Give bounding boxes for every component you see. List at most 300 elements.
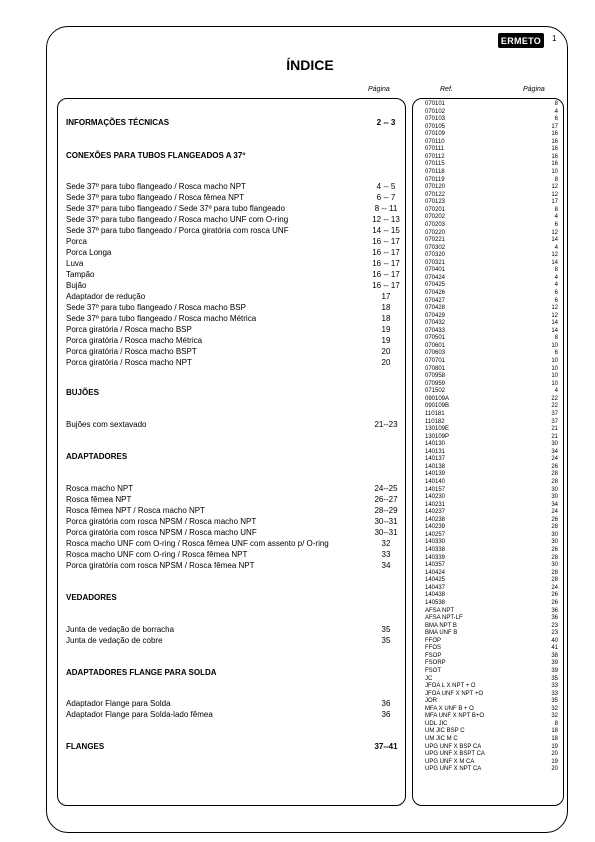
reference-code: 070203	[425, 221, 446, 228]
index-entry-title: Bujão	[66, 281, 87, 290]
reference-row	[425, 146, 558, 153]
reference-code: 140339	[425, 554, 446, 561]
reference-code: UPG UNF X M CA	[425, 758, 475, 765]
reference-page: 14	[551, 259, 558, 266]
reference-page: 8	[554, 176, 558, 183]
reference-code: 070501	[425, 335, 446, 342]
reference-code: 070109	[425, 131, 446, 138]
reference-page: 12	[551, 305, 558, 312]
reference-row	[425, 298, 558, 305]
reference-page: 36	[551, 607, 558, 614]
reference-row	[425, 555, 558, 562]
reference-row	[425, 728, 558, 735]
reference-row	[425, 373, 558, 380]
reference-page: 6	[554, 290, 558, 296]
reference-code: 070603	[425, 350, 446, 357]
reference-page: 19	[551, 743, 558, 750]
reference-row	[425, 396, 558, 403]
reference-row	[425, 381, 558, 388]
reference-code: FFOS	[425, 645, 441, 652]
reference-code: 070401	[425, 267, 446, 274]
index-entry-page: 37--41	[374, 742, 398, 751]
reference-row	[425, 751, 558, 758]
reference-row	[425, 184, 558, 191]
reference-page: 36	[551, 615, 558, 622]
reference-page: 28	[551, 554, 558, 561]
reference-code: 070958	[425, 373, 446, 380]
index-entry-page: 30--31	[374, 528, 398, 537]
reference-code: 070119	[425, 176, 445, 183]
reference-page: 16	[551, 161, 558, 168]
reference-row	[425, 131, 558, 138]
reference-page: 38	[551, 652, 558, 659]
index-entry-title: Bujões com sextavado	[66, 420, 147, 429]
index-entry-page: 20	[381, 358, 391, 367]
reference-row	[425, 539, 558, 546]
reference-page: 28	[551, 524, 558, 531]
reference-code: 070429	[425, 312, 446, 319]
index-entry-page: 24--25	[374, 484, 398, 493]
reference-page: 4	[554, 282, 558, 289]
index-entry-title: Porca giratória / Rosca macho NPT	[66, 358, 192, 367]
reference-page: 8	[554, 335, 558, 342]
reference-code: 070202	[425, 214, 446, 221]
reference-page: 34	[551, 448, 558, 455]
reference-page: 33	[551, 690, 558, 697]
index-entry-page: 2 -- 3	[376, 118, 396, 127]
reference-row	[425, 449, 558, 456]
reference-page: 28	[551, 479, 558, 485]
index-entry-page: 16 -- 17	[372, 259, 400, 268]
reference-code: 130109E	[425, 426, 450, 433]
reference-code: FSOP	[425, 652, 442, 659]
index-entry-title: BUJÕES	[66, 388, 99, 397]
reference-row	[425, 456, 558, 463]
index-entry-page: 4 -- 5	[376, 182, 396, 191]
ermeto-logo	[498, 33, 544, 48]
reference-page: 28	[551, 471, 558, 478]
reference-page: 39	[551, 660, 558, 667]
reference-page: 4	[554, 108, 558, 115]
index-entry-page: 16 -- 17	[372, 270, 400, 279]
reference-row	[425, 766, 558, 773]
reference-row	[425, 494, 558, 501]
index-entry-title: Adaptador Flange para Solda-lado fêmea	[66, 710, 213, 719]
reference-page: 12	[551, 229, 558, 236]
reference-page: 4	[554, 388, 558, 395]
reference-row	[425, 600, 558, 607]
reference-page: 10	[551, 342, 558, 349]
reference-row	[425, 124, 558, 131]
reference-code: BMA NPT B	[425, 622, 457, 629]
index-entry-title: Adaptador de redução	[66, 292, 146, 301]
reference-page: 4	[554, 244, 558, 251]
reference-page: 30	[551, 486, 558, 493]
ref-header: Ref.	[440, 86, 453, 93]
index-entry-page: 14 -- 15	[372, 226, 400, 235]
reference-code: 140140	[425, 479, 446, 485]
index-entry-page: 35	[381, 636, 391, 645]
index-entry-title: Porca	[66, 237, 87, 246]
index-entry-title: Rosca macho UNF com O-ring / Rosca fêmea UNF com assento p/ O-ring	[66, 539, 329, 548]
reference-page: 6	[554, 297, 558, 304]
reference-row	[425, 230, 558, 237]
reference-code: 140131	[425, 448, 446, 455]
index-entry-title: Tampão	[66, 270, 95, 279]
reference-row	[425, 411, 558, 418]
index-entry-title: Porca giratória com rosca NPSM / Rosca macho NPT	[66, 517, 257, 526]
reference-page: 6	[554, 221, 558, 228]
reference-code: 070428	[425, 305, 446, 312]
reference-page: 6	[554, 350, 558, 357]
index-entry-title: Rosca macho UNF com O-ring / Rosca fêmea NPT	[66, 550, 248, 559]
page-number: 1	[552, 34, 557, 43]
reference-code: JFOA UNF X NPT +O	[425, 690, 484, 697]
reference-code: 070110	[425, 138, 445, 145]
reference-page: 24	[551, 509, 558, 516]
reference-row	[425, 419, 558, 426]
reference-code: 140424	[425, 569, 446, 576]
index-entry-title: Sede 37º para tubo flangeado / Rosca fêmea NPT	[66, 193, 245, 202]
reference-page: 19	[551, 758, 558, 765]
reference-row	[425, 676, 558, 683]
index-entry-title: Porca giratória com rosca NPSM / Rosca fêmea NPT	[66, 561, 255, 570]
reference-page: 10	[551, 365, 558, 372]
index-entry-title: Porca giratória / Rosca macho BSPT	[66, 347, 197, 356]
reference-page: 14	[551, 237, 558, 244]
reference-code: 070221	[425, 237, 446, 244]
index-entry-title: Porca giratória / Rosca macho Métrica	[66, 336, 203, 345]
reference-page: 28	[551, 577, 558, 584]
reference-row	[425, 335, 558, 342]
index-entry-title: INFORMAÇÕES TÉCNICAS	[66, 118, 170, 127]
reference-row	[425, 759, 558, 766]
reference-page: 17	[551, 123, 558, 130]
index-entry-page: 28--29	[374, 506, 398, 515]
index-entry-title: Porca giratória / Rosca macho BSP	[66, 325, 192, 334]
reference-page: 6	[554, 116, 558, 123]
reference-page: 24	[551, 456, 558, 463]
reference-code: MFA X UNF B + O	[425, 705, 474, 712]
reference-row	[425, 441, 558, 448]
reference-row	[425, 267, 558, 274]
reference-row	[425, 177, 558, 184]
reference-page: 33	[551, 683, 558, 690]
reference-row	[425, 245, 558, 252]
reference-code: JC	[425, 675, 433, 682]
reference-code: 090109A	[425, 395, 450, 402]
reference-row	[425, 585, 558, 592]
reference-code: UPG UNF X NPT CA	[425, 766, 482, 773]
reference-code: 070425	[425, 282, 446, 289]
index-entry-title: Sede 37º para tubo flangeado / Rosca macho NPT	[66, 182, 246, 191]
reference-row	[425, 713, 558, 720]
reference-row	[425, 350, 558, 357]
reference-row	[425, 139, 558, 146]
reference-code: 140231	[425, 501, 446, 508]
reference-code: AFSA NPT-LF	[425, 615, 463, 622]
reference-code: 140425	[425, 577, 446, 584]
reference-page: 37	[551, 418, 558, 425]
reference-code: 070432	[425, 320, 446, 327]
reference-row	[425, 207, 558, 214]
reference-page: 26	[551, 516, 558, 523]
reference-row	[425, 698, 558, 705]
index-entry-page: 18	[381, 314, 391, 323]
reference-row	[425, 502, 558, 509]
reference-code: 070220	[425, 229, 446, 236]
reference-row	[425, 116, 558, 123]
reference-code: 140237	[425, 509, 446, 516]
index-entry-page: 36	[381, 699, 391, 708]
reference-code: 140357	[425, 562, 446, 569]
reference-row	[425, 199, 558, 206]
reference-code: 070601	[425, 342, 446, 349]
reference-code: 071502	[425, 388, 446, 395]
index-entry-page: 17	[381, 292, 391, 301]
reference-code: 140130	[425, 441, 446, 448]
reference-page: 12	[551, 184, 558, 191]
reference-code: 070801	[425, 365, 446, 372]
index-entry-page: 35	[381, 625, 391, 634]
reference-page: 37	[551, 410, 558, 417]
reference-code: 140139	[425, 471, 446, 478]
reference-row	[425, 275, 558, 282]
ref-page-header: Página	[523, 86, 545, 93]
reference-row	[425, 524, 558, 531]
reference-row	[425, 570, 558, 577]
reference-page: 10	[551, 169, 558, 176]
reference-code: 070320	[425, 252, 446, 259]
reference-row	[425, 154, 558, 161]
reference-page: 8	[554, 101, 558, 107]
index-entry-title: Junta de vedação de cobre	[66, 636, 163, 645]
reference-row	[425, 645, 558, 652]
index-entry-title: Rosca fêmea NPT	[66, 495, 132, 504]
reference-page: 16	[551, 131, 558, 138]
reference-page: 35	[551, 698, 558, 705]
reference-row	[425, 721, 558, 728]
index-entry-title: CONEXÕES PARA TUBOS FLANGEADOS A 37º	[66, 151, 246, 160]
reference-row	[425, 653, 558, 660]
reference-row	[425, 615, 558, 622]
reference-code: 110181	[425, 410, 445, 417]
reference-code: UDL JIC	[425, 720, 448, 727]
reference-code: 130109P	[425, 433, 450, 440]
reference-page: 40	[551, 637, 558, 644]
reference-page: 8	[554, 720, 558, 727]
reference-row	[425, 608, 558, 615]
reference-page: 4	[554, 214, 558, 221]
index-entry-title: ADAPTADORES	[66, 452, 128, 461]
reference-code: 070302	[425, 244, 446, 251]
index-entry-page: 20	[381, 347, 391, 356]
reference-row	[425, 388, 558, 395]
reference-row	[425, 630, 558, 637]
reference-row	[425, 434, 558, 441]
reference-row	[425, 403, 558, 410]
reference-page: 20	[551, 766, 558, 773]
reference-row	[425, 577, 558, 584]
reference-code: MFA UNF X NPT B+O	[425, 713, 485, 720]
reference-row	[425, 509, 558, 516]
reference-row	[425, 343, 558, 350]
reference-row	[425, 471, 558, 478]
index-entry-page: 16 -- 17	[372, 281, 400, 290]
index-entry-title: Sede 37º para tubo flangeado / Sede 37º para tubo flangeado	[66, 204, 285, 213]
index-entry-title: Sede 37º para tubo flangeado / Rosca macho Métrica	[66, 314, 257, 323]
reference-row	[425, 683, 558, 690]
reference-row	[425, 479, 558, 486]
reference-page: 21	[551, 426, 558, 433]
reference-code: UM JIC BSP C	[425, 728, 465, 735]
reference-page: 30	[551, 531, 558, 538]
reference-page: 20	[551, 751, 558, 758]
reference-code: 070426	[425, 290, 446, 296]
index-entry-page: 19	[381, 325, 391, 334]
reference-page: 18	[551, 736, 558, 743]
reference-code: FSORP	[425, 660, 446, 667]
reference-row	[425, 668, 558, 675]
reference-row	[425, 366, 558, 373]
reference-page: 24	[551, 584, 558, 591]
reference-row	[425, 161, 558, 168]
reference-row	[425, 109, 558, 116]
reference-code: UPG UNF X BSP CA	[425, 743, 482, 750]
reference-row	[425, 252, 558, 259]
reference-row	[425, 487, 558, 494]
reference-page: 18	[551, 728, 558, 735]
reference-row	[425, 282, 558, 289]
reference-page: 26	[551, 599, 558, 606]
index-entry-page: 6 -- 7	[376, 193, 396, 202]
page-title: ÍNDICE	[286, 57, 334, 73]
reference-code: 140238	[425, 516, 446, 523]
reference-page: 10	[551, 380, 558, 387]
index-entry-title: Luva	[66, 259, 84, 268]
index-entry-title: Rosca macho NPT	[66, 484, 134, 493]
reference-row	[425, 592, 558, 599]
reference-code: JFOA L X NPT + O	[425, 683, 476, 690]
reference-code: UM JIC M C	[425, 736, 458, 743]
reference-row	[425, 222, 558, 229]
reference-code: 070111	[425, 146, 445, 153]
index-entry-page: 16 -- 17	[372, 237, 400, 246]
reference-page: 16	[551, 153, 558, 160]
reference-page: 12	[551, 191, 558, 198]
reference-code: 140230	[425, 494, 446, 501]
reference-page: 8	[554, 267, 558, 274]
reference-code: 070424	[425, 274, 446, 281]
reference-code: 140437	[425, 584, 446, 591]
index-entry-page: 30--31	[374, 517, 398, 526]
index-entry-title: VEDADORES	[66, 593, 117, 602]
index-entry-page: 18	[381, 303, 391, 312]
reference-page: 26	[551, 463, 558, 470]
reference-code: 140438	[425, 592, 446, 599]
reference-page: 12	[551, 312, 558, 319]
index-entry-title: Porca Longa	[66, 248, 112, 257]
index-entry-title: Junta de vedação de borracha	[66, 625, 175, 634]
reference-row	[425, 517, 558, 524]
reference-code: 140157	[425, 486, 446, 493]
index-entry-page: 26--27	[374, 495, 398, 504]
reference-code: 070112	[425, 153, 445, 160]
reference-code: FSOT	[425, 668, 441, 674]
reference-code: 140239	[425, 524, 446, 531]
reference-row	[425, 547, 558, 554]
reference-page: 16	[551, 146, 558, 153]
reference-row	[425, 320, 558, 327]
index-entry-title: Sede 37º para tubo flangeado / Porca giratória com rosca UNF	[66, 226, 289, 235]
reference-page: 16	[551, 138, 558, 145]
reference-page: 32	[551, 705, 558, 712]
reference-page: 10	[551, 373, 558, 380]
reference-row	[425, 660, 558, 667]
reference-page: 21	[551, 433, 558, 440]
reference-row	[425, 313, 558, 320]
index-entry-page: 34	[381, 561, 391, 570]
reference-row	[425, 214, 558, 221]
reference-row	[425, 464, 558, 471]
left-page-header: Página	[368, 86, 390, 93]
reference-code: 070433	[425, 327, 446, 334]
index-entry-page: 8 -- 11	[374, 204, 398, 213]
reference-page: 22	[551, 403, 558, 410]
reference-page: 30	[551, 441, 558, 448]
reference-page: 30	[551, 539, 558, 546]
reference-code: 140138	[425, 463, 446, 470]
reference-code: BMA UNF B	[425, 630, 458, 637]
index-entry-title: Sede 37º para tubo flangeado / Rosca macho UNF com O-ring	[66, 215, 289, 224]
reference-page: 4	[554, 274, 558, 281]
reference-row	[425, 744, 558, 751]
index-entry-title: Rosca fêmea NPT / Rosca macho NPT	[66, 506, 206, 515]
index-entry-title: FLANGES	[66, 742, 105, 751]
reference-code: 070701	[425, 358, 446, 365]
index-entry-page: 12 -- 13	[372, 215, 400, 224]
reference-code: JOR	[425, 698, 437, 705]
reference-code: 070959	[425, 380, 446, 387]
reference-page: 14	[551, 320, 558, 327]
reference-code: 110182	[425, 418, 445, 425]
reference-code: 070115	[425, 161, 445, 168]
reference-page: 41	[551, 645, 558, 652]
reference-code: 070122	[425, 191, 446, 198]
reference-row	[425, 532, 558, 539]
reference-code: 090109B	[425, 403, 450, 410]
reference-page: 28	[551, 569, 558, 576]
reference-page: 22	[551, 395, 558, 402]
reference-page: 10	[551, 358, 558, 365]
reference-page: 17	[551, 199, 558, 206]
reference-page: 12	[551, 252, 558, 259]
reference-page: 23	[551, 630, 558, 637]
reference-page: 14	[551, 327, 558, 334]
reference-row	[425, 358, 558, 365]
reference-row	[425, 623, 558, 630]
reference-code: 140257	[425, 531, 446, 538]
reference-code: UPG UNF X BSPT CA	[425, 751, 485, 758]
index-entry-page: 19	[381, 336, 391, 345]
reference-code: 070105	[425, 123, 446, 130]
reference-row	[425, 736, 558, 743]
reference-code: 140330	[425, 539, 446, 546]
reference-row	[425, 237, 558, 244]
reference-code: 070101	[425, 101, 446, 107]
reference-page: 34	[551, 501, 558, 508]
reference-row	[425, 101, 558, 108]
